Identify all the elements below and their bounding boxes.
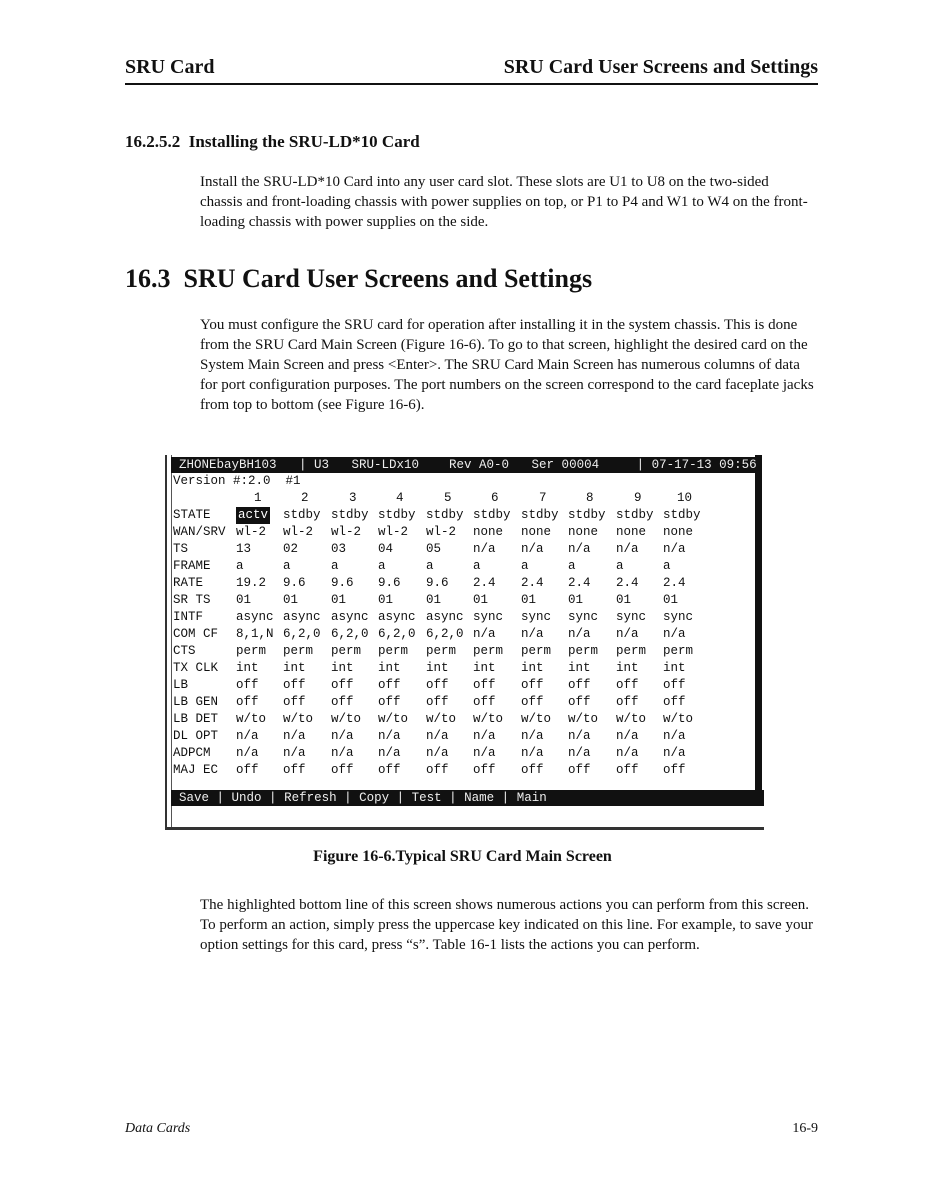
field-value[interactable]: off	[378, 678, 401, 692]
field-row	[173, 660, 753, 677]
field-row	[173, 677, 753, 694]
action-copy[interactable]: Copy	[359, 791, 390, 805]
field-row	[173, 762, 753, 779]
field-value[interactable]: n/a	[331, 746, 354, 760]
field-value[interactable]: 6,2,0	[283, 627, 321, 641]
field-value[interactable]: off	[331, 763, 354, 777]
field-value[interactable]: off	[616, 763, 639, 777]
field-value[interactable]: perm	[426, 644, 457, 658]
separator: |	[209, 791, 232, 805]
field-value[interactable]: none	[616, 525, 647, 539]
field-value[interactable]: 2.4	[521, 576, 544, 590]
port-number: 5	[444, 491, 452, 505]
field-value[interactable]: n/a	[283, 729, 306, 743]
field-value[interactable]: 2.4	[616, 576, 639, 590]
field-value[interactable]: sync	[568, 610, 599, 624]
field-value[interactable]: 9.6	[331, 576, 354, 590]
field-value[interactable]: off	[568, 695, 591, 709]
field-value[interactable]: w/to	[331, 712, 362, 726]
field-value[interactable]: n/a	[236, 746, 259, 760]
separator: |	[494, 791, 517, 805]
field-value[interactable]: 04	[378, 542, 394, 556]
field-row	[173, 575, 753, 592]
field-value[interactable]: a	[521, 559, 529, 573]
field-label: LB	[173, 678, 189, 692]
field-value[interactable]: a	[331, 559, 339, 573]
field-value[interactable]: n/a	[236, 729, 259, 743]
field-label: INTF	[173, 610, 204, 624]
figure-caption: Figure 16-6.Typical SRU Card Main Screen	[313, 848, 612, 865]
field-value[interactable]: off	[236, 695, 259, 709]
field-value[interactable]: 6,2,0	[331, 627, 369, 641]
field-value[interactable]: 01	[473, 593, 489, 607]
field-value[interactable]: int	[331, 661, 354, 675]
field-value[interactable]: async	[331, 610, 369, 624]
field-value[interactable]: off	[663, 678, 686, 692]
field-value[interactable]: 01	[663, 593, 679, 607]
field-value[interactable]: n/a	[521, 729, 544, 743]
field-value[interactable]: off	[378, 695, 401, 709]
port-number-row	[173, 490, 753, 507]
action-save[interactable]: Save	[179, 791, 210, 805]
field-value[interactable]: n/a	[616, 542, 639, 556]
field-value[interactable]: n/a	[616, 746, 639, 760]
field-row	[173, 626, 753, 643]
field-value[interactable]: w/to	[426, 712, 457, 726]
field-label: DL OPT	[173, 729, 219, 743]
terminal-right-border	[755, 455, 762, 791]
field-value[interactable]: a	[663, 559, 671, 573]
field-value[interactable]: n/a	[473, 746, 496, 760]
port-number: 4	[396, 491, 404, 505]
field-value[interactable]: perm	[521, 644, 552, 658]
field-value[interactable]: int	[473, 661, 496, 675]
separator: |	[261, 791, 285, 805]
section-heading-16-2-5-2: 16.2.5.2 Installing the SRU-LD*10 Card	[125, 132, 420, 151]
field-value[interactable]: off	[283, 763, 306, 777]
field-value[interactable]: 01	[616, 593, 632, 607]
field-value[interactable]: n/a	[568, 746, 591, 760]
action-refresh[interactable]: Refresh	[284, 791, 337, 805]
action-main[interactable]: Main	[516, 791, 547, 805]
port-number: 6	[491, 491, 499, 505]
field-value[interactable]: off	[616, 695, 639, 709]
field-value[interactable]: async	[378, 610, 416, 624]
field-value[interactable]: off	[473, 763, 496, 777]
field-value[interactable]: off	[663, 763, 686, 777]
section-body-paragraph: You must configure the SRU card for operation after installing it in the system chassis. This is done from the SRU Card Main Screen (Figure 16-6). To go to that screen, highlight the desired card on the System Main Screen and press <Enter>. The SRU Card Main Screen has numerous columns of data for port configuration purposes. The port numbers on the screen correspond to the card faceplate jacks from top to bottom (see Figure 16-6).	[200, 317, 814, 413]
separator: |	[441, 791, 465, 805]
field-value[interactable]: stdby	[616, 508, 654, 522]
field-value[interactable]: 01	[283, 593, 299, 607]
field-value[interactable]: n/a	[663, 746, 686, 760]
field-value[interactable]: perm	[378, 644, 409, 658]
field-value[interactable]: n/a	[473, 627, 496, 641]
field-label: LB DET	[173, 712, 219, 726]
field-value[interactable]: off	[331, 695, 354, 709]
field-label: TS	[173, 542, 189, 556]
field-value[interactable]: 2.4	[473, 576, 496, 590]
field-value[interactable]: stdby	[521, 508, 559, 522]
terminal-screenshot	[165, 455, 762, 830]
field-value[interactable]: n/a	[663, 627, 686, 641]
separator: |	[389, 791, 412, 805]
field-value[interactable]: async	[426, 610, 464, 624]
field-value[interactable]: none	[473, 525, 504, 539]
field-value[interactable]: stdby	[426, 508, 464, 522]
port-number: 1	[254, 491, 262, 505]
field-value[interactable]: 2.4	[663, 576, 686, 590]
field-value[interactable]: n/a	[473, 729, 496, 743]
field-value[interactable]: n/a	[568, 542, 591, 556]
field-value[interactable]: wl-2	[378, 525, 409, 539]
field-value[interactable]: stdby	[473, 508, 511, 522]
field-value[interactable]: n/a	[521, 627, 544, 641]
field-value[interactable]: n/a	[378, 729, 401, 743]
body-paragraph: The highlighted bottom line of this screen shows numerous actions you can perform from this screen. To perform an action, simply press the uppercase key indicated on this line. For example, to save your option settings for this card, press “s”. Table 16-1 lists the actions you can perform.	[200, 897, 813, 953]
field-value[interactable]: stdby	[331, 508, 369, 522]
field-value[interactable]: w/to	[378, 712, 409, 726]
field-value[interactable]: n/a	[568, 627, 591, 641]
field-value[interactable]: int	[283, 661, 306, 675]
field-value[interactable]: a	[426, 559, 434, 573]
field-row	[173, 507, 753, 524]
field-value[interactable]: int	[426, 661, 449, 675]
field-value[interactable]: wl-2	[236, 525, 267, 539]
field-value[interactable]: n/a	[521, 542, 544, 556]
field-label: CTS	[173, 644, 196, 658]
field-value[interactable]: sync	[663, 610, 694, 624]
field-value[interactable]: stdby	[283, 508, 321, 522]
field-value[interactable]: n/a	[521, 746, 544, 760]
field-value[interactable]: 01	[236, 593, 252, 607]
field-row	[173, 524, 753, 541]
field-value[interactable]: n/a	[616, 627, 639, 641]
field-value[interactable]: n/a	[331, 729, 354, 743]
field-value[interactable]: none	[663, 525, 694, 539]
section-heading-16-3: 16.3 SRU Card User Screens and Settings	[125, 264, 593, 293]
field-value[interactable]: n/a	[426, 746, 449, 760]
field-value[interactable]: perm	[331, 644, 362, 658]
action-name[interactable]: Name	[464, 791, 495, 805]
action-bar	[171, 790, 764, 806]
field-value[interactable]: off	[426, 678, 449, 692]
field-value[interactable]: sync	[616, 610, 647, 624]
field-value[interactable]: off	[568, 678, 591, 692]
field-value[interactable]: 2.4	[568, 576, 591, 590]
field-value[interactable]: perm	[568, 644, 599, 658]
field-value[interactable]: perm	[616, 644, 647, 658]
field-value[interactable]: stdby	[568, 508, 606, 522]
field-value[interactable]: 9.6	[283, 576, 306, 590]
field-value[interactable]: sync	[473, 610, 504, 624]
field-value[interactable]: 03	[331, 542, 347, 556]
running-header-left: SRU Card	[125, 56, 215, 78]
field-label: RATE	[173, 576, 204, 590]
field-value[interactable]: wl-2	[283, 525, 314, 539]
field-value[interactable]: off	[283, 695, 306, 709]
field-value[interactable]: 13	[236, 542, 252, 556]
field-value[interactable]: off	[616, 678, 639, 692]
field-row	[173, 711, 753, 728]
field-value[interactable]: w/to	[473, 712, 504, 726]
field-value[interactable]: 8,1,N	[236, 627, 274, 641]
field-value[interactable]: 01	[426, 593, 442, 607]
field-value[interactable]: a	[568, 559, 576, 573]
field-value[interactable]: int	[568, 661, 591, 675]
section-body-paragraph: Install the SRU-LD*10 Card into any user card slot. These slots are U1 to U8 on the two-sided chassis and front-loading chassis with power supplies on top, or P1 to P4 and W1 to W4 on the front-loading chassis with power supplies on the side.	[200, 174, 808, 230]
field-value[interactable]: w/to	[568, 712, 599, 726]
field-label: SR TS	[173, 593, 211, 607]
field-value[interactable]: wl-2	[426, 525, 457, 539]
field-row	[173, 643, 753, 660]
field-value[interactable]: perm	[236, 644, 267, 658]
field-value[interactable]: actv	[238, 508, 269, 522]
field-value[interactable]: w/to	[521, 712, 552, 726]
field-value[interactable]: int	[236, 661, 259, 675]
field-value[interactable]: async	[283, 610, 321, 624]
version-line: Version #:2.0 #1	[173, 474, 301, 488]
field-value[interactable]: off	[473, 678, 496, 692]
field-value[interactable]: n/a	[283, 746, 306, 760]
field-value[interactable]: 01	[568, 593, 584, 607]
port-number: 9	[634, 491, 642, 505]
field-value[interactable]: n/a	[378, 746, 401, 760]
port-number: 8	[586, 491, 594, 505]
header-rule	[125, 83, 818, 85]
field-value[interactable]: w/to	[283, 712, 314, 726]
field-label: FRAME	[173, 559, 211, 573]
field-value[interactable]: 01	[521, 593, 537, 607]
action-undo[interactable]: Undo	[231, 791, 262, 805]
field-label: STATE	[173, 508, 211, 522]
running-header-right: SRU Card User Screens and Settings	[503, 56, 818, 78]
field-value[interactable]: 6,2,0	[426, 627, 464, 641]
page-number: 16-9	[792, 1121, 818, 1136]
field-value[interactable]: int	[663, 661, 686, 675]
field-value[interactable]: off	[426, 763, 449, 777]
field-label: COM CF	[173, 627, 219, 641]
field-value[interactable]: none	[568, 525, 599, 539]
field-value[interactable]: n/a	[616, 729, 639, 743]
field-value[interactable]: int	[521, 661, 544, 675]
field-value[interactable]: wl-2	[331, 525, 362, 539]
field-value[interactable]: n/a	[426, 729, 449, 743]
field-value[interactable]: 6,2,0	[378, 627, 416, 641]
field-row	[173, 558, 753, 575]
field-label: LB GEN	[173, 695, 219, 709]
field-value[interactable]: w/to	[236, 712, 267, 726]
field-value[interactable]: off	[473, 695, 496, 709]
field-value[interactable]: stdby	[663, 508, 701, 522]
field-value[interactable]: off	[331, 678, 354, 692]
field-value[interactable]: a	[283, 559, 291, 573]
field-value[interactable]: 02	[283, 542, 299, 556]
field-row	[173, 541, 753, 558]
field-value[interactable]: off	[521, 695, 544, 709]
field-value[interactable]: n/a	[568, 729, 591, 743]
field-value[interactable]: off	[568, 763, 591, 777]
field-label: TX CLK	[173, 661, 219, 675]
field-value[interactable]: 19.2	[236, 576, 267, 590]
field-value[interactable]: off	[521, 763, 544, 777]
field-value[interactable]: a	[236, 559, 244, 573]
field-value[interactable]: n/a	[663, 542, 686, 556]
action-test[interactable]: Test	[411, 791, 442, 805]
field-value[interactable]: off	[663, 695, 686, 709]
field-value[interactable]: int	[616, 661, 639, 675]
field-row	[173, 609, 753, 626]
field-value[interactable]: perm	[283, 644, 314, 658]
terminal-bottom-border	[165, 827, 764, 830]
terminal-left-border	[165, 455, 172, 827]
port-number: 7	[539, 491, 547, 505]
field-value[interactable]: perm	[663, 644, 694, 658]
field-value[interactable]: a	[473, 559, 481, 573]
field-value[interactable]: a	[616, 559, 624, 573]
field-label: ADPCM	[173, 746, 211, 760]
field-value[interactable]: 05	[426, 542, 442, 556]
field-value[interactable]: off	[521, 678, 544, 692]
field-value[interactable]: 9.6	[378, 576, 401, 590]
terminal-title-bar: ZHONEbayBH103 | U3 SRU-LDx10 Rev A0-0 Ser 00004 | 07-17-13 09:56	[171, 457, 762, 473]
footer-left: Data Cards	[125, 1121, 191, 1136]
field-value[interactable]: 01	[378, 593, 394, 607]
field-row	[173, 728, 753, 745]
field-label: WAN/SRV	[173, 525, 226, 539]
field-value[interactable]: w/to	[616, 712, 647, 726]
field-value[interactable]: 01	[331, 593, 347, 607]
field-row	[173, 694, 753, 711]
field-value[interactable]: perm	[473, 644, 504, 658]
field-value[interactable]: off	[426, 695, 449, 709]
field-value[interactable]: off	[236, 678, 259, 692]
field-row	[173, 592, 753, 609]
port-number: 3	[349, 491, 357, 505]
field-label: MAJ EC	[173, 763, 219, 777]
field-value[interactable]: none	[521, 525, 552, 539]
field-value[interactable]: a	[378, 559, 386, 573]
field-value[interactable]: stdby	[378, 508, 416, 522]
separator: |	[336, 791, 360, 805]
field-value[interactable]: sync	[521, 610, 552, 624]
field-value[interactable]: off	[283, 678, 306, 692]
field-row	[173, 745, 753, 762]
field-value[interactable]: n/a	[663, 729, 686, 743]
field-value[interactable]: off	[236, 763, 259, 777]
port-number: 10	[677, 491, 693, 505]
field-value[interactable]: async	[236, 610, 274, 624]
field-value[interactable]: int	[378, 661, 401, 675]
field-value[interactable]: n/a	[473, 542, 496, 556]
field-value[interactable]: 9.6	[426, 576, 449, 590]
port-number: 2	[301, 491, 309, 505]
field-value[interactable]: w/to	[663, 712, 694, 726]
field-value[interactable]: off	[378, 763, 401, 777]
